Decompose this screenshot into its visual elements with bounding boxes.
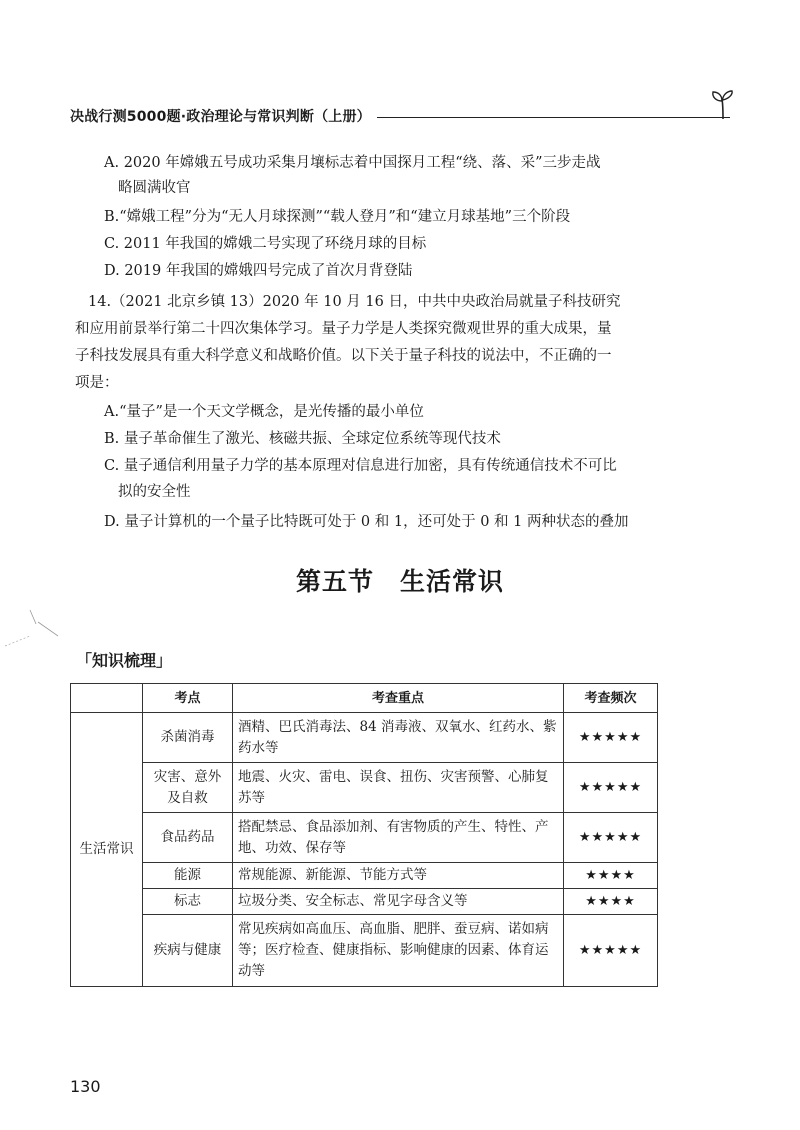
table-row (71, 889, 658, 915)
header-category (71, 684, 143, 713)
frequency-stars: ★★★★ (564, 889, 658, 915)
sprout-icon (710, 89, 736, 121)
header-focus: 考查重点 (233, 684, 564, 713)
q13-option-d: D. 2019 年我国的嫦娥四号完成了首次月背登陆 (104, 263, 413, 279)
q14-option-a: A.“量子”是一个天文学概念，是光传播的最小单位 (104, 404, 424, 420)
focus-cell: 地震、火灾、雷电、误食、扭伤、灾害预警、心肺复苏等 (233, 763, 564, 813)
table-row (71, 863, 658, 889)
knowledge-summary-label: 「知识梳理」 (76, 651, 173, 670)
focus-cell: 搭配禁忌、食品添加剂、有害物质的产生、特性、产地、功效、保存等 (233, 813, 564, 863)
running-header (70, 103, 730, 129)
knowledge-table (70, 683, 658, 987)
table-row (71, 713, 658, 763)
q14-stem-line2: 和应用前景举行第二十四次集体学习。量子力学是人类探究微观世界的重大成果，量 (75, 321, 612, 337)
focus-cell: 酒精、巴氏消毒法、84 消毒液、双氧水、红药水、紫药水等 (233, 713, 564, 763)
topic-cell: 食品药品 (143, 813, 233, 863)
table-row (71, 763, 658, 813)
q13-option-b: B.“嫦娥工程”分为“无人月球探测”“载人登月”和“建立月球基地”三个阶段 (104, 209, 571, 225)
frequency-stars: ★★★★ (564, 863, 658, 889)
table-header-row (71, 684, 658, 713)
category-cell: 生活常识 (71, 713, 143, 987)
q14-option-c-cont: 拟的安全性 (118, 484, 191, 500)
header-topic: 考点 (143, 684, 233, 713)
header-frequency: 考查频次 (564, 684, 658, 713)
header-rule (377, 117, 730, 118)
topic-cell: 标志 (143, 889, 233, 915)
topic-cell: 能源 (143, 863, 233, 889)
q14-option-b: B. 量子革命催生了激光、核磁共振、全球定位系统等现代技术 (104, 431, 501, 447)
margin-pencil-marks (0, 600, 70, 660)
table-row (71, 915, 658, 987)
q14-option-d: D. 量子计算机的一个量子比特既可处于 0 和 1，还可处于 0 和 1 两种状态的叠加 (104, 514, 629, 530)
header-title: 决战行测5000题·政治理论与常识判断（上册） (70, 109, 371, 125)
q14-stem-line4: 项是： (75, 375, 119, 391)
focus-cell: 常规能源、新能源、节能方式等 (233, 863, 564, 889)
frequency-stars: ★★★★★ (564, 813, 658, 863)
focus-cell: 垃圾分类、安全标志、常见字母含义等 (233, 889, 564, 915)
frequency-stars: ★★★★★ (564, 763, 658, 813)
q14-stem-line3: 子科技发展具有重大科学意义和战略价值。以下关于量子科技的说法中，不正确的一 (75, 348, 612, 364)
topic-cell: 灾害、意外及自救 (143, 763, 233, 813)
q14-stem-line1: 14.（2021 北京乡镇 13）2020 年 10 月 16 日，中共中央政治局就量子科技研究 (88, 294, 621, 310)
frequency-stars: ★★★★★ (564, 713, 658, 763)
q13-option-a-cont: 略圆满收官 (118, 180, 191, 196)
topic-cell: 杀菌消毒 (143, 713, 233, 763)
q14-option-c: C. 量子通信利用量子力学的基本原理对信息进行加密，具有传统通信技术不可比 (104, 458, 617, 474)
q13-option-a: A. 2020 年嫦娥五号成功采集月壤标志着中国探月工程“绕、落、采”三步走战 (104, 155, 601, 171)
table-row (71, 813, 658, 863)
page-number: 130 (70, 1077, 101, 1096)
frequency-stars: ★★★★★ (564, 915, 658, 987)
topic-cell: 疾病与健康 (143, 915, 233, 987)
q13-option-c: C. 2011 年我国的嫦娥二号实现了环绕月球的目标 (104, 236, 427, 252)
focus-cell: 常见疾病如高血压、高血脂、肥胖、蚕豆病、诺如病等；医疗检查、健康指标、影响健康的因素、体育运动等 (233, 915, 564, 987)
section-title: 第五节 生活常识 (295, 567, 504, 596)
